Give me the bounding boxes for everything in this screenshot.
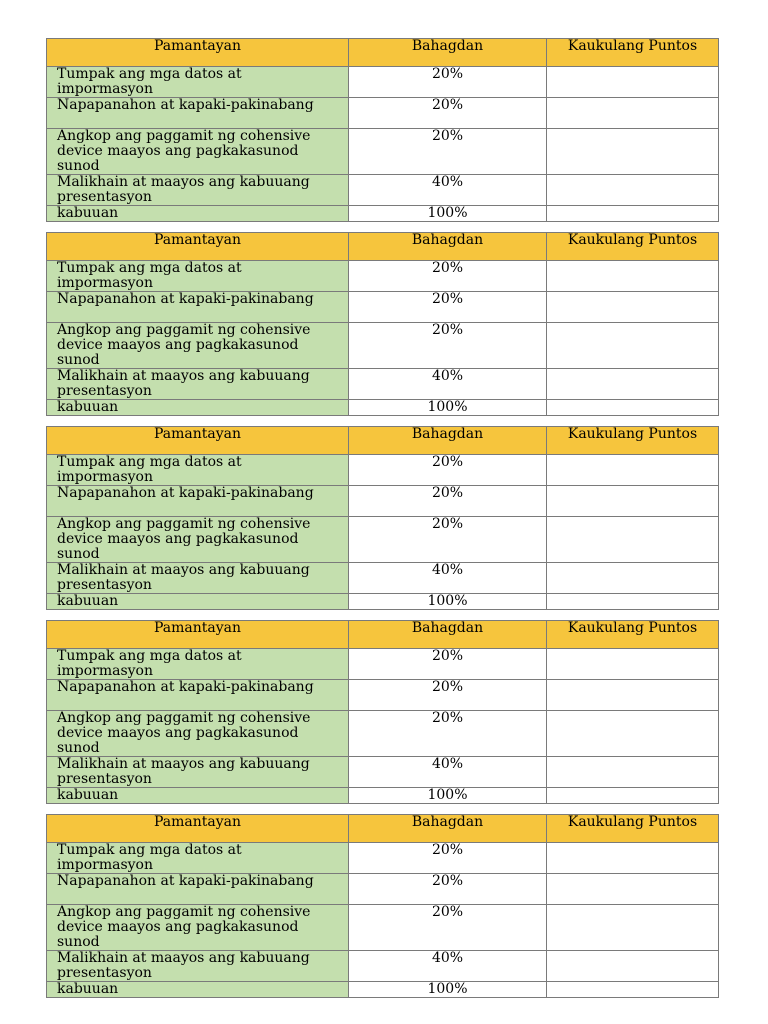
percentage-cell: 20% xyxy=(349,711,547,757)
points-cell xyxy=(547,757,719,788)
header-criteria: Pamantayan xyxy=(47,233,349,261)
percentage-cell: 20% xyxy=(349,455,547,486)
table-row xyxy=(47,517,719,563)
criterion-cell: Napapanahon at kapaki-pakinabang xyxy=(47,486,349,517)
percentage-cell: 20% xyxy=(349,67,547,98)
table-row xyxy=(47,486,719,517)
table-row xyxy=(47,67,719,98)
header-percentage: Bahagdan xyxy=(349,427,547,455)
header-points: Kaukulang Puntos xyxy=(547,233,719,261)
header-percentage: Bahagdan xyxy=(349,621,547,649)
percentage-cell: 20% xyxy=(349,843,547,874)
header-row xyxy=(47,233,719,261)
criterion-cell: Tumpak ang mga datos at impormasyon xyxy=(47,843,349,874)
rubric-table xyxy=(46,38,719,222)
criterion-cell: Malikhain at maayos ang kabuuang presentasyon xyxy=(47,369,349,400)
header-points: Kaukulang Puntos xyxy=(547,39,719,67)
points-cell xyxy=(547,98,719,129)
percentage-cell: 20% xyxy=(349,517,547,563)
rubric-table xyxy=(46,426,719,610)
points-cell xyxy=(547,486,719,517)
total-label: kabuuan xyxy=(47,594,349,610)
percentage-cell: 20% xyxy=(349,323,547,369)
header-row xyxy=(47,815,719,843)
points-cell xyxy=(547,67,719,98)
criterion-cell: Angkop ang paggamit ng cohensive device maayos ang pagkakasunod sunod xyxy=(47,905,349,951)
criterion-cell: Malikhain at maayos ang kabuuang presentasyon xyxy=(47,757,349,788)
total-percentage: 100% xyxy=(349,982,547,998)
table-row xyxy=(47,649,719,680)
header-percentage: Bahagdan xyxy=(349,39,547,67)
table-row xyxy=(47,874,719,905)
points-cell xyxy=(547,175,719,206)
total-label: kabuuan xyxy=(47,206,349,222)
table-row xyxy=(47,711,719,757)
rubric-table xyxy=(46,232,719,416)
points-cell xyxy=(547,905,719,951)
criterion-cell: Napapanahon at kapaki-pakinabang xyxy=(47,292,349,323)
total-points xyxy=(547,400,719,416)
points-cell xyxy=(547,292,719,323)
criterion-cell: Malikhain at maayos ang kabuuang presentasyon xyxy=(47,951,349,982)
points-cell xyxy=(547,951,719,982)
header-percentage: Bahagdan xyxy=(349,233,547,261)
criterion-cell: Tumpak ang mga datos at impormasyon xyxy=(47,455,349,486)
header-criteria: Pamantayan xyxy=(47,815,349,843)
header-points: Kaukulang Puntos xyxy=(547,427,719,455)
points-cell xyxy=(547,129,719,175)
points-cell xyxy=(547,517,719,563)
percentage-cell: 20% xyxy=(349,874,547,905)
points-cell xyxy=(547,455,719,486)
percentage-cell: 20% xyxy=(349,905,547,951)
rubric-table xyxy=(46,620,719,804)
percentage-cell: 20% xyxy=(349,292,547,323)
criterion-cell: Angkop ang paggamit ng cohensive device maayos ang pagkakasunod sunod xyxy=(47,517,349,563)
points-cell xyxy=(547,680,719,711)
percentage-cell: 40% xyxy=(349,563,547,594)
total-percentage: 100% xyxy=(349,206,547,222)
header-points: Kaukulang Puntos xyxy=(547,815,719,843)
percentage-cell: 40% xyxy=(349,369,547,400)
table-row xyxy=(47,175,719,206)
total-row xyxy=(47,594,719,610)
table-row xyxy=(47,292,719,323)
header-row xyxy=(47,39,719,67)
percentage-cell: 20% xyxy=(349,680,547,711)
table-row xyxy=(47,951,719,982)
table-row xyxy=(47,843,719,874)
total-points xyxy=(547,206,719,222)
total-row xyxy=(47,788,719,804)
total-row xyxy=(47,982,719,998)
header-criteria: Pamantayan xyxy=(47,427,349,455)
percentage-cell: 40% xyxy=(349,757,547,788)
total-row xyxy=(47,206,719,222)
percentage-cell: 20% xyxy=(349,98,547,129)
table-row xyxy=(47,129,719,175)
criterion-cell: Napapanahon at kapaki-pakinabang xyxy=(47,680,349,711)
header-percentage: Bahagdan xyxy=(349,815,547,843)
table-row xyxy=(47,98,719,129)
total-percentage: 100% xyxy=(349,400,547,416)
table-row xyxy=(47,757,719,788)
total-points xyxy=(547,982,719,998)
total-label: kabuuan xyxy=(47,400,349,416)
criterion-cell: Napapanahon at kapaki-pakinabang xyxy=(47,98,349,129)
percentage-cell: 20% xyxy=(349,261,547,292)
criterion-cell: Angkop ang paggamit ng cohensive device maayos ang pagkakasunod sunod xyxy=(47,323,349,369)
table-row xyxy=(47,323,719,369)
criterion-cell: Angkop ang paggamit ng cohensive device maayos ang pagkakasunod sunod xyxy=(47,129,349,175)
percentage-cell: 20% xyxy=(349,129,547,175)
table-row xyxy=(47,369,719,400)
percentage-cell: 20% xyxy=(349,649,547,680)
header-row xyxy=(47,621,719,649)
total-label: kabuuan xyxy=(47,982,349,998)
header-points: Kaukulang Puntos xyxy=(547,621,719,649)
percentage-cell: 40% xyxy=(349,175,547,206)
criterion-cell: Napapanahon at kapaki-pakinabang xyxy=(47,874,349,905)
rubric-tables xyxy=(46,38,718,998)
table-row xyxy=(47,261,719,292)
points-cell xyxy=(547,649,719,680)
criterion-cell: Tumpak ang mga datos at impormasyon xyxy=(47,261,349,292)
total-points xyxy=(547,594,719,610)
total-label: kabuuan xyxy=(47,788,349,804)
total-percentage: 100% xyxy=(349,788,547,804)
criterion-cell: Malikhain at maayos ang kabuuang presentasyon xyxy=(47,175,349,206)
table-row xyxy=(47,905,719,951)
criterion-cell: Malikhain at maayos ang kabuuang presentasyon xyxy=(47,563,349,594)
rubric-table xyxy=(46,814,719,998)
criterion-cell: Tumpak ang mga datos at impormasyon xyxy=(47,67,349,98)
total-points xyxy=(547,788,719,804)
points-cell xyxy=(547,563,719,594)
percentage-cell: 20% xyxy=(349,486,547,517)
total-percentage: 100% xyxy=(349,594,547,610)
points-cell xyxy=(547,711,719,757)
points-cell xyxy=(547,261,719,292)
table-row xyxy=(47,680,719,711)
criterion-cell: Angkop ang paggamit ng cohensive device maayos ang pagkakasunod sunod xyxy=(47,711,349,757)
points-cell xyxy=(547,369,719,400)
header-criteria: Pamantayan xyxy=(47,621,349,649)
table-row xyxy=(47,455,719,486)
percentage-cell: 40% xyxy=(349,951,547,982)
points-cell xyxy=(547,843,719,874)
criterion-cell: Tumpak ang mga datos at impormasyon xyxy=(47,649,349,680)
table-row xyxy=(47,563,719,594)
header-criteria: Pamantayan xyxy=(47,39,349,67)
points-cell xyxy=(547,874,719,905)
total-row xyxy=(47,400,719,416)
points-cell xyxy=(547,323,719,369)
header-row xyxy=(47,427,719,455)
